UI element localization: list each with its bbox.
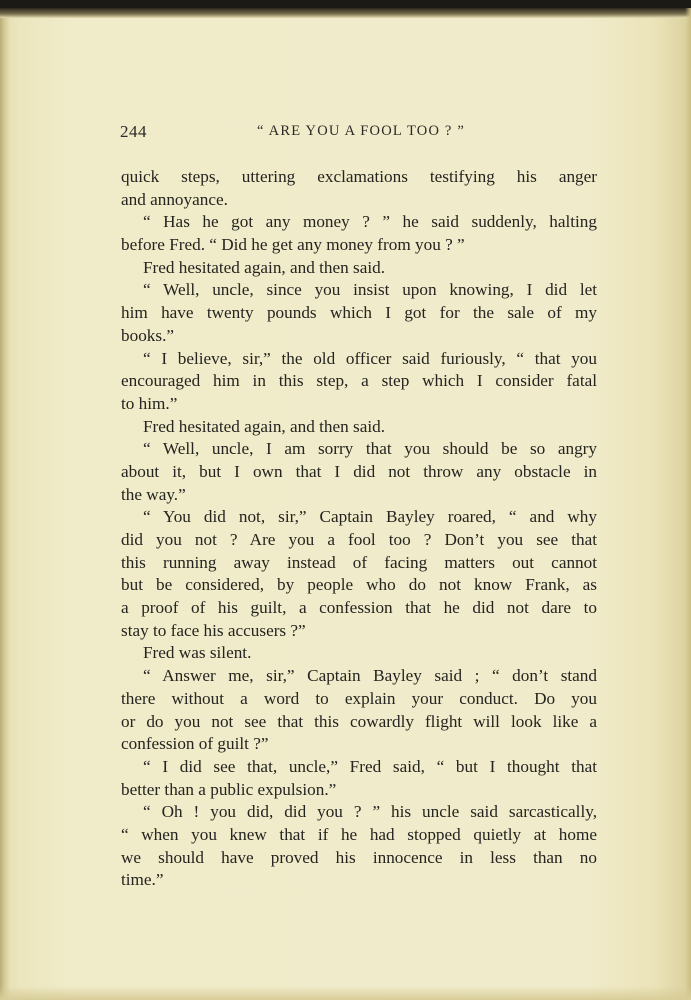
text-line: and annoyance.	[121, 189, 228, 209]
text-line: stay to face his accusers ?”	[121, 620, 306, 640]
text-line: Fred was silent.	[143, 643, 252, 663]
text-line: Fred hesitated again, and then said.	[143, 257, 385, 277]
text-line: books.”	[121, 325, 174, 345]
text-line: there without a word to explain your conduct. Do you	[121, 688, 597, 708]
text-line: encouraged him in this step, a step which I consider fatal	[121, 371, 597, 391]
text-line: to him.”	[121, 393, 178, 413]
text-line: “ Oh ! you did, did you ? ” his uncle said sarcastically,	[143, 802, 597, 822]
text-line: “ Well, uncle, I am sorry that you should be so angry	[143, 439, 597, 459]
page-top-edge	[0, 8, 691, 18]
text-line: this running away instead of facing matters out cannot	[121, 552, 597, 572]
text-line: quick steps, uttering exclamations testifying his anger	[121, 167, 597, 186]
text-line: “ Answer me, sir,” Captain Bayley said ; “ don’t stand	[143, 666, 597, 686]
book-page	[0, 8, 691, 1000]
text-line: the way.”	[121, 484, 186, 504]
chapter-title: “ ARE YOU A FOOL TOO ? ”	[257, 123, 466, 139]
text-line: “ Has he got any money ? ” he said suddenly, halting	[143, 212, 597, 232]
text-line: “ Well, uncle, since you insist upon knowing, I did let	[143, 280, 597, 300]
page-right-edge	[685, 8, 691, 1000]
text-line: about it, but I own that I did not throw any obstacle in	[121, 461, 597, 481]
text-line: “ when you knew that if he had stopped quietly at home	[121, 824, 597, 844]
text-line: Fred hesitated again, and then said.	[143, 416, 385, 436]
body-text	[121, 166, 597, 892]
text-line: “ I believe, sir,” the old officer said furiously, “ that you	[143, 348, 597, 368]
text-line: “ You did not, sir,” Captain Bayley roared, “ and why	[143, 507, 597, 527]
text-line: or do you not see that this cowardly flight will look like a	[121, 711, 597, 731]
text-line: did you not ? Are you a fool too ? Don’t you see that	[121, 530, 597, 549]
page-number: 244	[120, 122, 147, 141]
text-line: time.”	[121, 870, 164, 890]
running-head	[120, 122, 600, 144]
text-line: a proof of his guilt, a confession that he did not dare to	[121, 598, 597, 618]
text-line: better than a public expulsion.”	[121, 779, 337, 799]
text-line: “ I did see that, uncle,” Fred said, “ but I thought that	[143, 756, 597, 776]
text-line: we should have proved his innocence in less than no	[121, 847, 597, 867]
text-line: before Fred. “ Did he get any money from you ? ”	[121, 235, 465, 255]
text-line: him have twenty pounds which I got for the sale of my	[121, 303, 597, 323]
text-line: confession of guilt ?”	[121, 734, 269, 754]
text-line: but be considered, by people who do not know Frank, as	[121, 575, 597, 595]
